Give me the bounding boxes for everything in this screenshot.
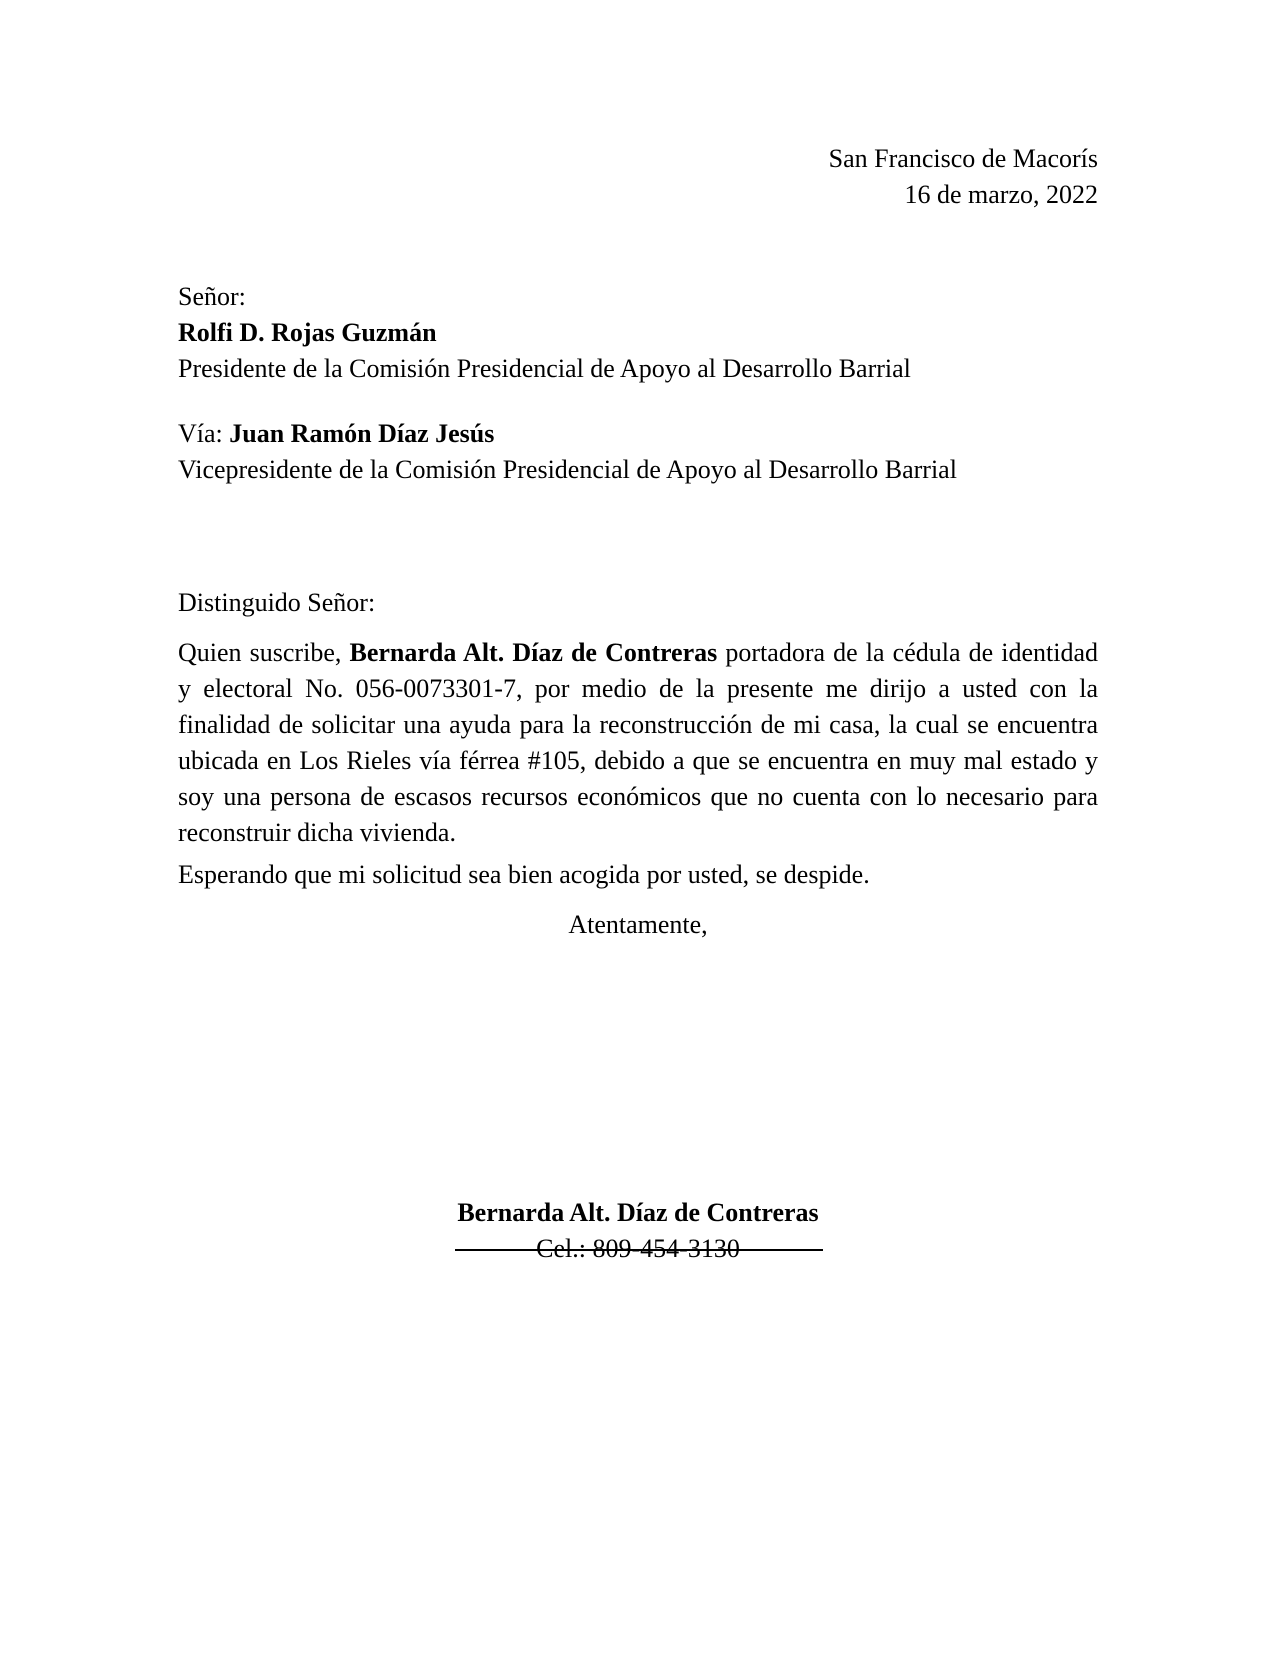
body-text: portadora de la cédula de identidad y electoral No. 056-0073301-7, por medio de la presente me dirijo a usted con la finalidad de solicitar una ayuda para la reconstrucción de mi casa, la cual se encuentra ubicada en Los Rieles vía férrea #105, debido a que se encuentra en muy mal estado y soy una persona de escasos recursos económicos que no cuenta con lo necesario para reconstruir dicha vivienda. [178, 638, 1099, 847]
greeting: Distinguido Señor: [178, 588, 376, 617]
closing-sentence: Esperando que mi solicitud sea bien acogida por usted, se despide. [178, 860, 870, 889]
recipient-block [178, 279, 1098, 387]
via-block [178, 416, 1098, 488]
closing: Atentamente, [568, 910, 708, 939]
signature-name: Bernarda Alt. Díaz de Contreras [457, 1198, 819, 1227]
signature-phone: Cel.: 809-454-3130 [536, 1234, 740, 1263]
letter-header-place-date [178, 141, 1098, 213]
date: 16 de marzo, 2022 [904, 180, 1098, 209]
signature-block [178, 1195, 1098, 1267]
body-intro: Quien suscribe, [178, 638, 342, 667]
via-name: Juan Ramón Díaz Jesús [229, 419, 495, 448]
recipient-title: Presidente de la Comisión Presidencial de Apoyo al Desarrollo Barrial [178, 354, 911, 383]
body-sender-name: Bernarda Alt. Díaz de Contreras [349, 638, 718, 667]
body-paragraph [178, 635, 1098, 851]
recipient-salutation: Señor: [178, 282, 246, 311]
recipient-name: Rolfi D. Rojas Guzmán [178, 318, 437, 347]
via-title: Vicepresidente de la Comisión Presidencial de Apoyo al Desarrollo Barrial [178, 455, 957, 484]
place: San Francisco de Macorís [828, 144, 1098, 173]
via-label: Vía: [178, 419, 223, 448]
